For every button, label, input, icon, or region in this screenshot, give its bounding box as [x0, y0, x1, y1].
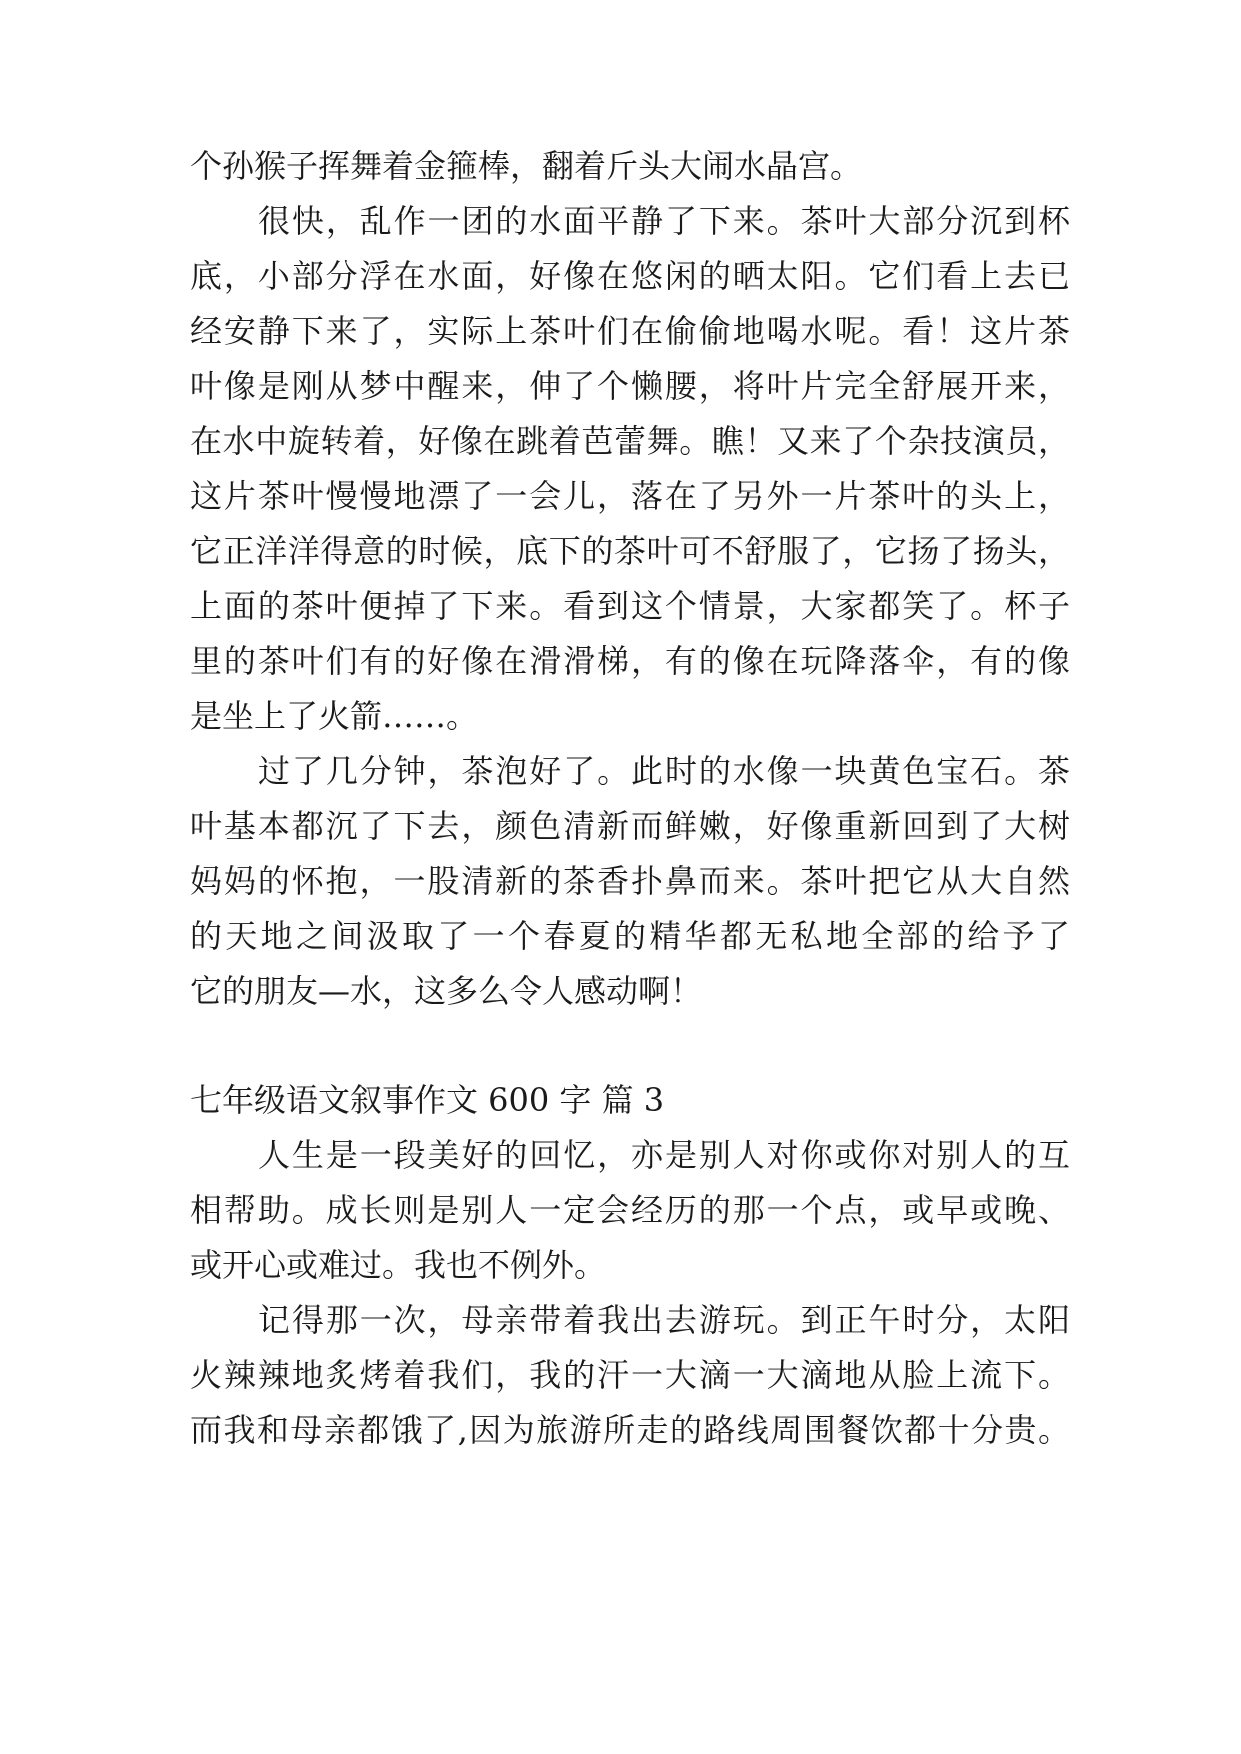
paragraph-line: 底，小部分浮在水面，好像在悠闲的晒太阳。它们看上去已 [190, 257, 1070, 295]
paragraph-line: 这片茶叶慢慢地漂了一会儿，落在了另外一片茶叶的头上， [190, 477, 1070, 515]
paragraph-line: 是坐上了火箭……。 [190, 697, 479, 735]
paragraph-line: 火辣辣地炙烤着我们，我的汗一大滴一大滴地从脸上流下。 [190, 1356, 1070, 1394]
paragraph-line: 很快，乱作一团的水面平静了下来。茶叶大部分沉到杯 [258, 202, 1070, 240]
paragraph-line: 记得那一次，母亲带着我出去游玩。到正午时分，太阳 [258, 1301, 1070, 1339]
paragraph-line: 在水中旋转着，好像在跳着芭蕾舞。瞧！又来了个杂技演员， [190, 422, 1070, 460]
paragraph-line: 而我和母亲都饿了,因为旅游所走的路线周围餐饮都十分贵。 [190, 1411, 1070, 1449]
paragraph-line: 个孙猴子挥舞着金箍棒，翻着斤头大闹水晶宫。 [190, 147, 863, 185]
paragraph-line: 里的茶叶们有的好像在滑滑梯，有的像在玩降落伞，有的像 [190, 642, 1070, 680]
paragraph-line: 上面的茶叶便掉了下来。看到这个情景，大家都笑了。杯子 [190, 587, 1070, 625]
paragraph-line: 它正洋洋得意的时候，底下的茶叶可不舒服了，它扬了扬头， [190, 532, 1070, 570]
paragraph-line: 它的朋友—水，这多么令人感动啊！ [190, 972, 703, 1010]
paragraph-line: 相帮助。成长则是别人一定会经历的那一个点，或早或晚、 [190, 1191, 1070, 1229]
paragraph-line: 或开心或难过。我也不例外。 [190, 1246, 607, 1284]
paragraph-line: 经安静下来了，实际上茶叶们在偷偷地喝水呢。看！这片茶 [190, 312, 1070, 350]
paragraph-line: 的天地之间汲取了一个春夏的精华都无私地全部的给予了 [190, 917, 1070, 955]
paragraph-line: 叶基本都沉了下去，颜色清新而鲜嫩，好像重新回到了大树 [190, 807, 1070, 845]
paragraph-line: 叶像是刚从梦中醒来，伸了个懒腰，将叶片完全舒展开来， [190, 367, 1070, 405]
section-heading: 七年级语文叙事作文 600 字 篇 3 [190, 1081, 665, 1119]
paragraph-line: 妈妈的怀抱，一股清新的茶香扑鼻而来。茶叶把它从大自然 [190, 862, 1070, 900]
paragraph-line: 过了几分钟，茶泡好了。此时的水像一块黄色宝石。茶 [258, 752, 1070, 790]
paragraph-line: 人生是一段美好的回忆，亦是别人对你或你对别人的互 [258, 1136, 1070, 1174]
